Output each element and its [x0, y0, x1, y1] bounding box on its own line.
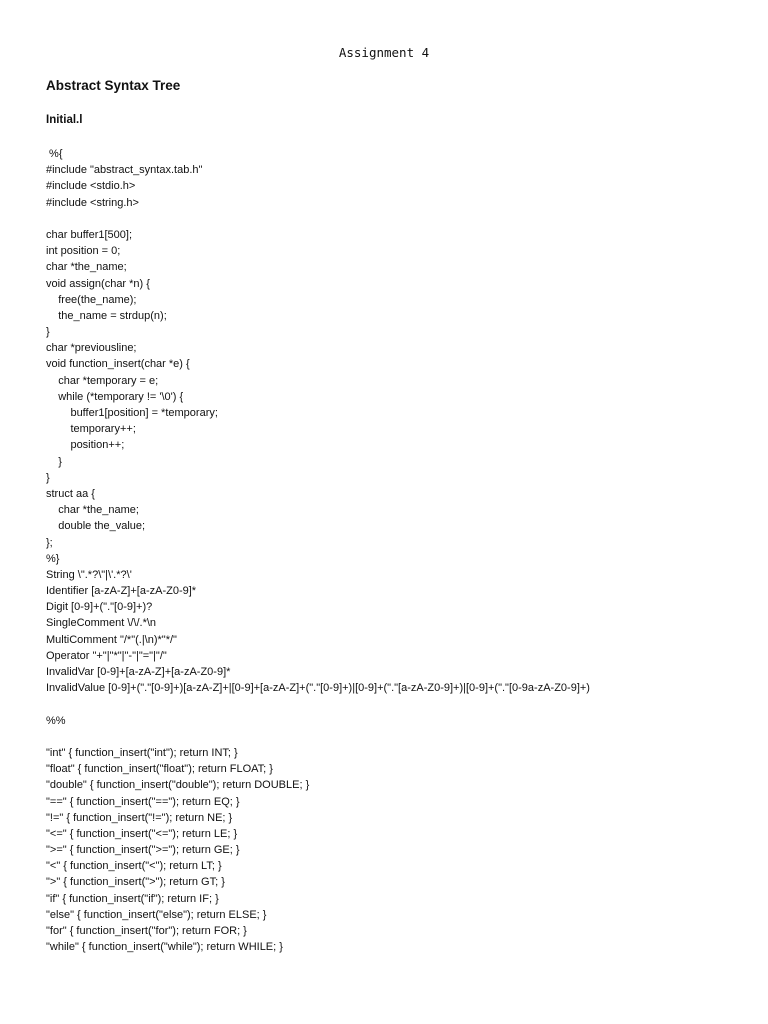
code-line: #include <stdio.h>: [46, 180, 136, 193]
code-line: Operator "+"|"*"|"-"|"="|"/": [46, 649, 167, 662]
code-line: SingleComment \/\/.*\n: [46, 617, 157, 630]
code-line: ">" { function_insert(">"); return GT; }: [46, 876, 225, 889]
code-line: "int" { function_insert("int"); return INT; }: [46, 746, 238, 759]
code-line: #include <string.h>: [46, 196, 139, 209]
code-line: temporary++;: [46, 423, 136, 436]
page-header: Assignment 4: [338, 45, 430, 60]
code-line: MultiComment "/*"(.|\n)*"*/": [46, 633, 177, 646]
code-line: char *the_name;: [46, 504, 139, 517]
code-line: "for" { function_insert("for"); return FOR; }: [46, 925, 247, 937]
code-line: InvalidVar [0-9]+[a-zA-Z]+[a-zA-Z0-9]*: [46, 666, 231, 678]
code-line: "<" { function_insert("<"); return LT; }: [46, 860, 222, 873]
code-line: [46, 211, 746, 227]
code-line: %{: [46, 148, 63, 160]
code-line: [46, 696, 746, 712]
code-line: "==" { function_insert("=="); return EQ; }: [46, 795, 240, 808]
code-listing: [46, 146, 746, 955]
code-line: "else" { function_insert("else"); return ELSE; }: [46, 908, 267, 921]
code-line: %}: [46, 552, 60, 565]
code-line: "<=" { function_insert("<="); return LE; }: [46, 827, 238, 840]
page-title: Abstract Syntax Tree: [46, 78, 181, 93]
code-line: Digit [0-9]+("."[0-9]+)?: [46, 601, 153, 614]
code-line: position++;: [46, 439, 125, 452]
code-line: %%: [46, 714, 66, 727]
code-line: Identifier [a-zA-Z]+[a-zA-Z0-9]*: [46, 585, 197, 598]
code-line: double the_value;: [46, 520, 146, 533]
code-line: "if" { function_insert("if"); return IF; }: [46, 892, 219, 905]
code-line: }: [46, 471, 50, 484]
code-line: "while" { function_insert("while"); return WHILE; }: [46, 941, 283, 954]
code-line: char *previousline;: [46, 342, 137, 355]
code-line: the_name = strdup(n);: [46, 309, 167, 322]
code-line: char *temporary = e;: [46, 374, 159, 387]
code-line: [46, 729, 746, 745]
code-line: };: [46, 536, 53, 549]
code-line: }: [46, 455, 62, 468]
code-line: "float" { function_insert("float"); return FLOAT; }: [46, 763, 273, 776]
code-line: while (*temporary != '\0') {: [46, 390, 184, 403]
code-line: char *the_name;: [46, 261, 127, 274]
code-line: void assign(char *n) {: [46, 277, 150, 290]
code-line: ">=" { function_insert(">="); return GE; }: [46, 844, 240, 857]
section-file-name: Initial.l: [46, 114, 83, 126]
code-line: }: [46, 326, 50, 339]
code-line: "double" { function_insert("double"); return DOUBLE; }: [46, 779, 310, 792]
code-line: int position = 0;: [46, 245, 121, 258]
code-line: buffer1[position] = *temporary;: [46, 407, 218, 419]
code-line: #include "abstract_syntax.tab.h": [46, 164, 203, 177]
code-line: struct aa {: [46, 487, 95, 500]
code-line: String \".*?\"|\'.*?\': [46, 568, 132, 581]
code-line: InvalidValue [0-9]+("."[0-9]+)[a-zA-Z]+|[0-9]+[a-zA-Z]+("."[0-9]+)|[0-9]+("."[a-zA-Z0-9]+)|[0-9]+("."[0-9a-zA-Z0-9]+): [46, 682, 590, 695]
code-line: free(the_name);: [46, 293, 137, 306]
code-line: void function_insert(char *e) {: [46, 358, 190, 371]
code-line: char buffer1[500];: [46, 228, 133, 241]
code-line: "!=" { function_insert("!="); return NE; }: [46, 811, 233, 824]
